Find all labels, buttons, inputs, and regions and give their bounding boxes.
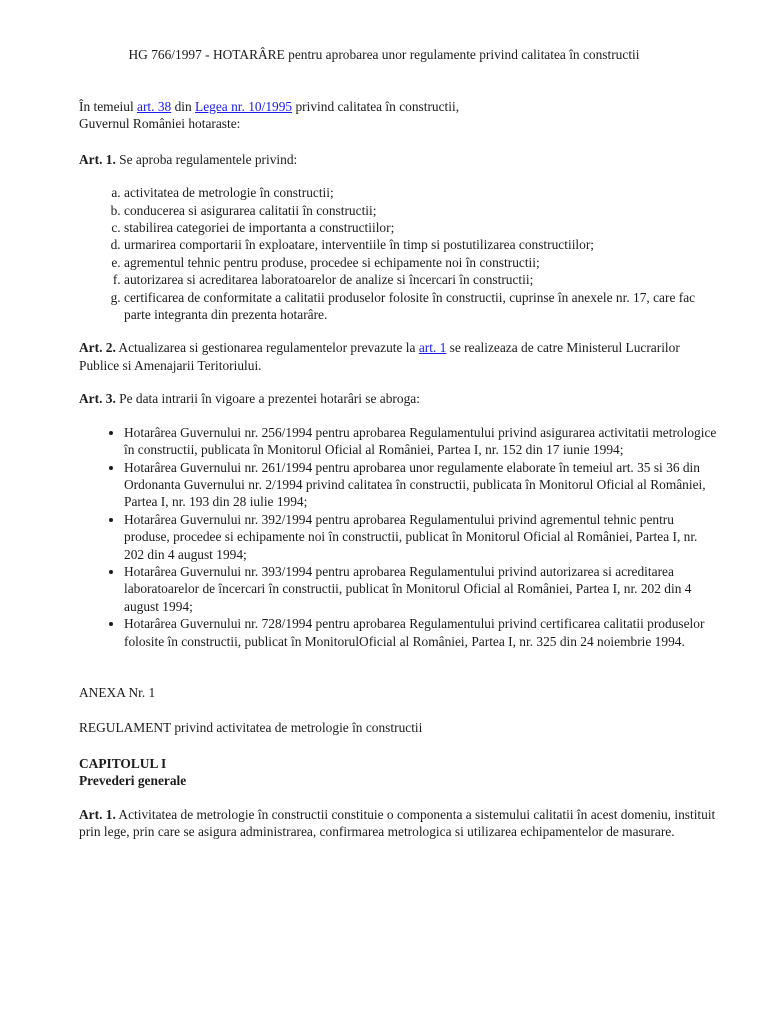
chapter-article-1-label: Art. 1.	[79, 806, 116, 822]
article-2-text-before: Actualizarea si gestionarea regulamentelor prevazute la	[115, 340, 419, 356]
article-2-text-after: se realizeaza de catre Ministerul Lucrarilor Publice si Amenajarii Teritoriului.	[79, 340, 680, 373]
article-2	[79, 339, 719, 374]
article-2-label: Art. 2.	[79, 340, 116, 356]
article-3-label: Art. 3.	[79, 391, 116, 407]
intro-middle: din	[171, 99, 196, 114]
list-item: • Hotarârea Guvernului nr. 392/1994 pentru aprobarea Regulamentului privind agrementul tehnic pentru produse, procedee si echipamente noi în constructii, publicat în Monitorul Oficial al României, Partea I, nr. 202 din 4 august 1994;	[124, 511, 719, 563]
list-item: c. stabilirea categoriei de importanta a constructiilor;	[124, 219, 719, 236]
list-item: g. certificarea de conformitate a calitatii produselor folosite în constructii, cuprinse în anexele nr. 17, care fac parte integranta din prezenta hotarâre.	[124, 289, 719, 324]
article-3	[79, 390, 719, 407]
list-item: b. conducerea si asigurarea calitatii în constructii;	[124, 202, 719, 219]
article-1-label: Art. 1.	[79, 151, 116, 167]
intro-prefix: În temeiul	[79, 99, 138, 114]
article-1-list	[79, 184, 719, 323]
chapter-subtitle: Prevederi generale	[79, 773, 187, 789]
list-item: f. autorizarea si acreditarea laboratoarelor de analize si încercari în constructii;	[124, 271, 719, 288]
annex-heading: ANEXA Nr. 1	[79, 684, 156, 700]
article-1	[79, 151, 719, 168]
list-item: e. agrementul tehnic pentru produse, procedee si echipamente noi în constructii;	[124, 254, 719, 271]
link-art-38[interactable]: art. 38	[137, 99, 172, 114]
article-1-text: Se aproba regulamentele privind:	[115, 151, 298, 167]
link-art-1[interactable]: art. 1	[418, 340, 447, 356]
article-3-text: Pe data intrarii în vigoare a prezentei hotarâri se abroga:	[115, 391, 420, 407]
list-item: d. urmarirea comportarii în exploatare, interventiile în timp si postutilizarea constructiilor;	[124, 236, 719, 253]
intro-suffix: privind calitatea în constructii,	[292, 99, 460, 114]
link-legea-10-1995[interactable]: Legea nr. 10/1995	[195, 99, 293, 114]
regulation-title: REGULAMENT privind activitatea de metrologie în constructii	[79, 720, 423, 736]
list-item: • Hotarârea Guvernului nr. 728/1994 pentru aprobarea Regulamentului privind certificarea calitatii produselor folosite în constructii, publicat în MonitorulOficial al României, Partea I, nr. 325 din 24 noiembrie 1994.	[124, 615, 719, 650]
list-item: a. activitatea de metrologie în constructii;	[124, 184, 719, 201]
chapter-article-1-text: Activitatea de metrologie în constructii constituie o componenta a sistemului calitatii în acest domeniu, instituit prin lege, prin care se asigura administrarea, confirmarea metrologica si utilizarea echipamentelor de masurare.	[79, 806, 716, 839]
intro-paragraph	[79, 98, 719, 133]
list-item: • Hotarârea Guvernului nr. 256/1994 pentru aprobarea Regulamentului privind asigurarea activitatii metrologice în constructii, publicata în Monitorul Oficial al României, Partea I, nr. 152 din 17 iunie 1994;	[124, 424, 719, 459]
intro-line2: Guvernul României hotaraste:	[79, 116, 241, 132]
list-item: • Hotarârea Guvernului nr. 393/1994 pentru aprobarea Regulamentului privind autorizarea si acreditarea laboratoarelor de încercari în constructii, publicat în Monitorul Oficial al României, Partea I, nr. 202 din 4 august 1994;	[124, 563, 719, 615]
chapter-article-1	[79, 806, 719, 841]
chapter-title: CAPITOLUL I	[79, 755, 167, 771]
list-item: • Hotarârea Guvernului nr. 261/1994 pentru aprobarea unor regulamente elaborate în temeiul art. 35 si 36 din Ordonanta Guvernului nr. 2/1994 privind calitatea în constructii, publicata în Monitorul Oficial al României, Partea I, nr. 193 din 28 iulie 1994;	[124, 459, 719, 511]
article-3-list	[79, 424, 719, 650]
document-title: HG 766/1997 - HOTARÂRE pentru aprobarea unor regulamente privind calitatea în constructii	[128, 47, 640, 62]
document-body	[79, 98, 719, 856]
